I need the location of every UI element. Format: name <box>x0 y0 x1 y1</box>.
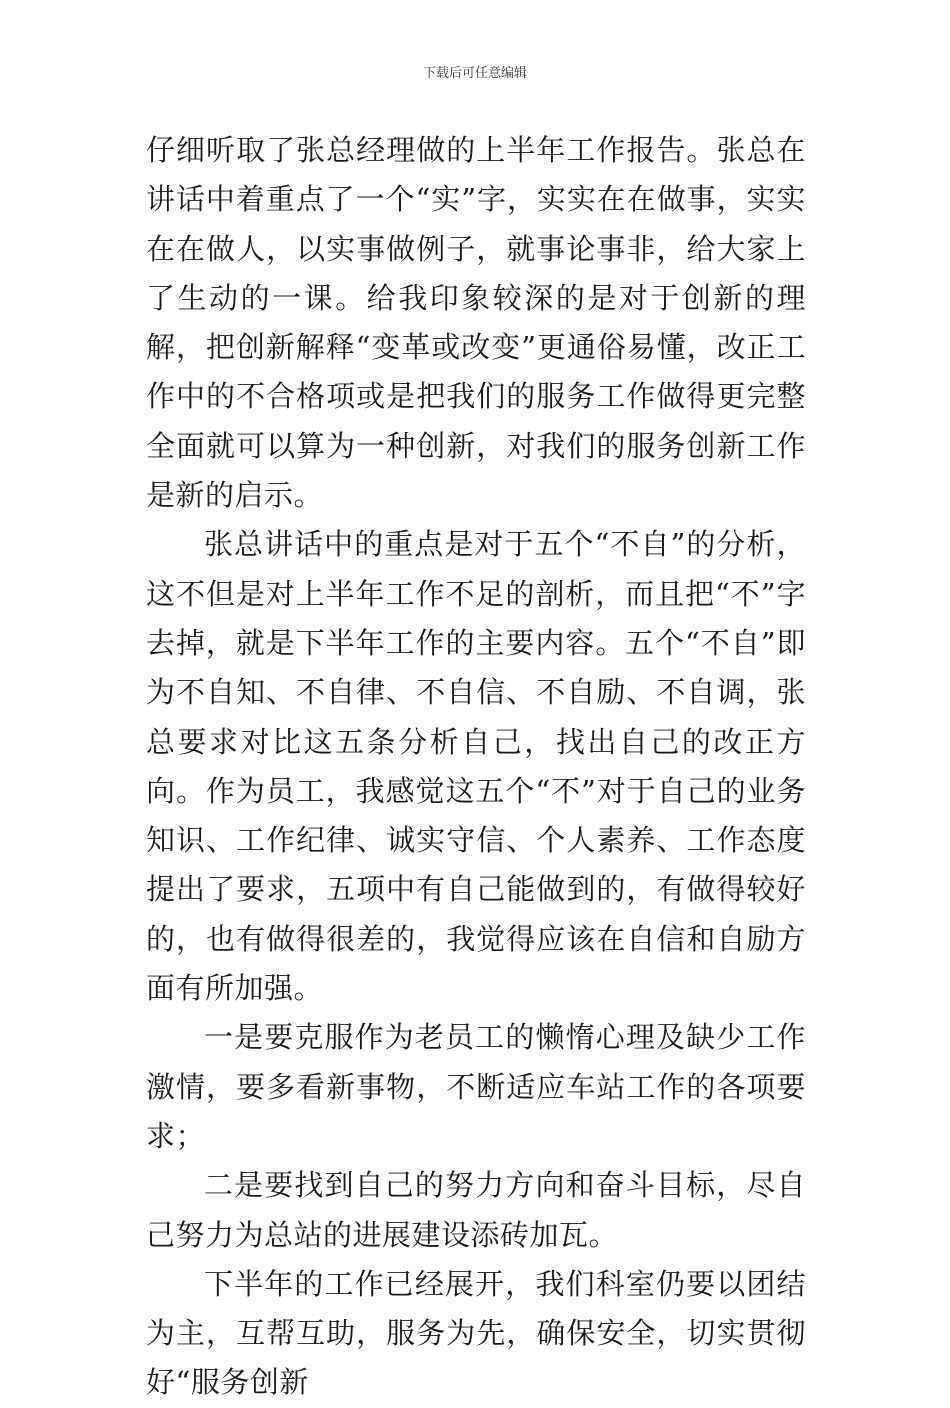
document-body <box>146 126 806 1408</box>
paragraph-1: 仔细听取了张总经理做的上半年工作报告。张总在讲话中着重点了一个“实”字，实实在在做事，实实在在做人，以实事做例子，就事论事非，给大家上了生动的一课。给我印象较深的是对于创新的理解，把创新解释“变革或改变”更通俗易懂，改正工作中的不合格项或是把我们的服务工作做得更完整全面就可以算为一种创新，对我们的服务创新工作是新的启示。 <box>146 133 806 513</box>
paragraph-2: 张总讲话中的重点是对于五个“不自”的分析，这不但是对上半年工作不足的剖析，而且把“不”字去掉，就是下半年工作的主要内容。五个“不自”即为不自知、不自律、不自信、不自励、不自调，张总要求对比这五条分析自己，找出自己的改正方向。作为员工，我感觉这五个“不”对于自己的业务知识、工作纪律、诚实守信、个人素养、工作态度提出了要求，五项中有自己能做到的，有做得较好的，也有做得很差的，我觉得应该在自信和自励方面有所加强。 <box>146 527 806 1006</box>
paragraph-5: 下半年的工作已经展开，我们科室仍要以团结为主，互帮互助，服务为先，确保安全，切实贯彻好“服务创新 <box>146 1266 806 1400</box>
paragraph-3: 一是要克服作为老员工的懒惰心理及缺少工作激情，要多看新事物，不断适应车站工作的各项要求； <box>146 1020 806 1153</box>
paragraph-4: 二是要找到自己的努力方向和奋斗目标，尽自己努力为总站的进展建设添砖加瓦。 <box>146 1168 806 1252</box>
page-header: 下载后可任意编辑 <box>422 66 527 81</box>
